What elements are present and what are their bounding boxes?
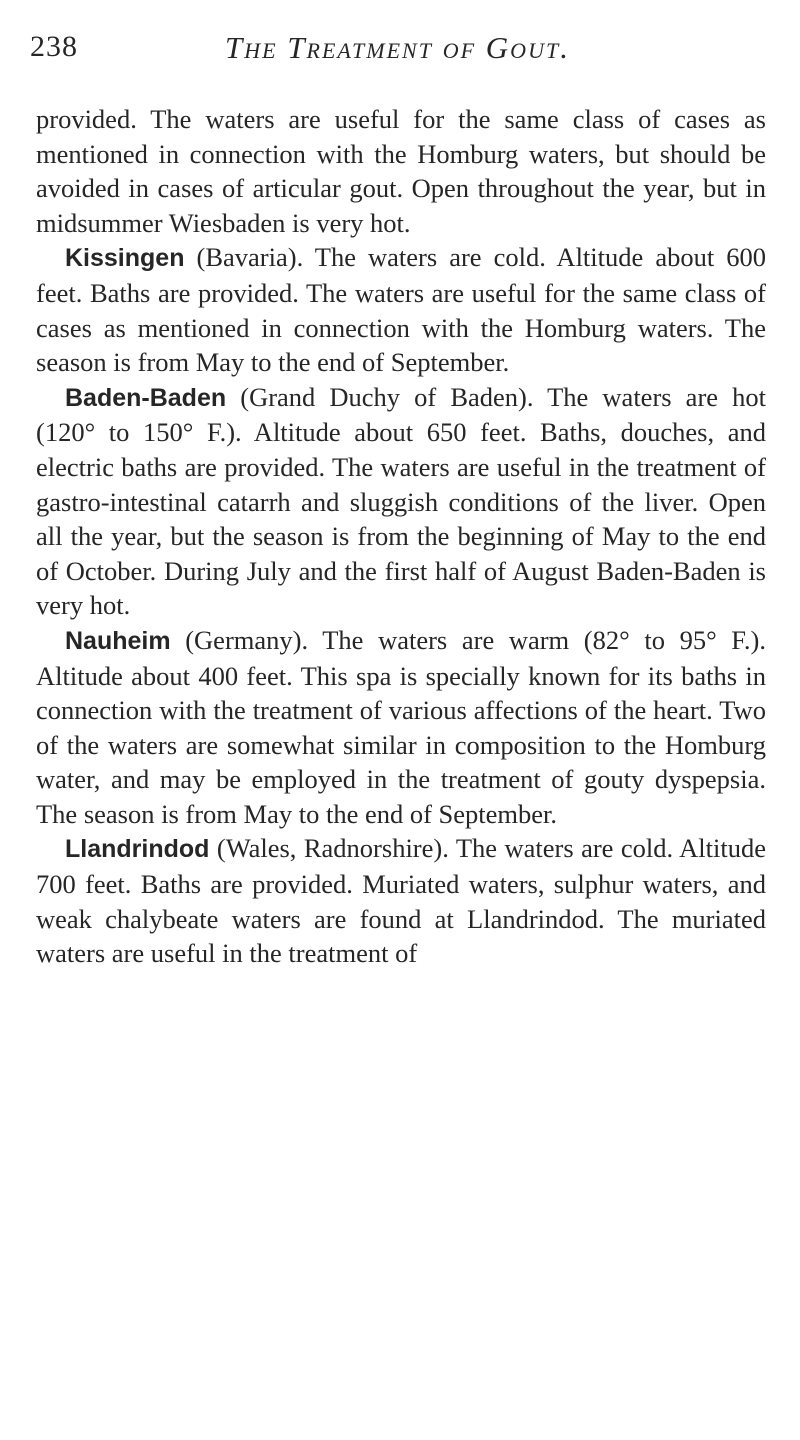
paragraph-continuation [36, 102, 766, 240]
paragraph-text: (Germany). The waters are warm (82° to 95° F.). Altitude about 400 feet. This spa is specially known for its baths in connection with the treatment of various affections of the heart. Two of the waters are somewhat similar in composition to the Homburg water, and may be employed in the treatment of gouty dyspepsia. The season is from May to the end of September. [36, 624, 766, 829]
paragraph-baden-baden [36, 380, 766, 623]
paragraph-text: (Grand Duchy of Baden). The waters are hot (120° to 150° F.). Altitude about 650 feet. Baths, douches, and electric baths are provided. The waters are useful in the treatment of gastro-intestinal catarrh and sluggish conditions of the liver. Open all the year, but the season is from the beginning of May to the end of October. During July and the first half of August Baden-Baden is very hot. [36, 381, 766, 621]
spa-name-kissingen: Kissingen [65, 244, 185, 273]
paragraph-text: (Wales, Radnorshire). The waters are cold. Altitude 700 feet. Baths are provided. Muriated waters, sulphur waters, and weak chalybeate waters are found at Llandrindod. The muriated waters are useful in the treatment of [36, 833, 766, 969]
spa-name-llandrindod: Llandrindod [65, 835, 210, 864]
body-text [36, 102, 766, 971]
spa-name-nauheim: Nauheim [65, 626, 171, 655]
paragraph-text: provided. The waters are useful for the same class of cases as mentioned in connection with the Homburg waters, but should be avoided in cases of articular gout. Open throughout the year, but in midsummer Wiesbaden is very hot. [36, 104, 766, 238]
paragraph-kissingen [36, 240, 766, 379]
paragraph-text: (Bavaria). The waters are cold. Altitude about 600 feet. Baths are provided. The waters are useful for the same class of cases as mentioned in connection with the Homburg waters. The season is from May to the end of September. [36, 242, 766, 378]
running-head [30, 20, 770, 70]
paragraph-nauheim [36, 623, 766, 832]
page-number: 238 [30, 30, 78, 63]
running-title: The Treatment of Gout. [225, 30, 570, 65]
spa-name-baden-baden: Baden-Baden [65, 383, 227, 412]
paragraph-llandrindod [36, 831, 766, 970]
